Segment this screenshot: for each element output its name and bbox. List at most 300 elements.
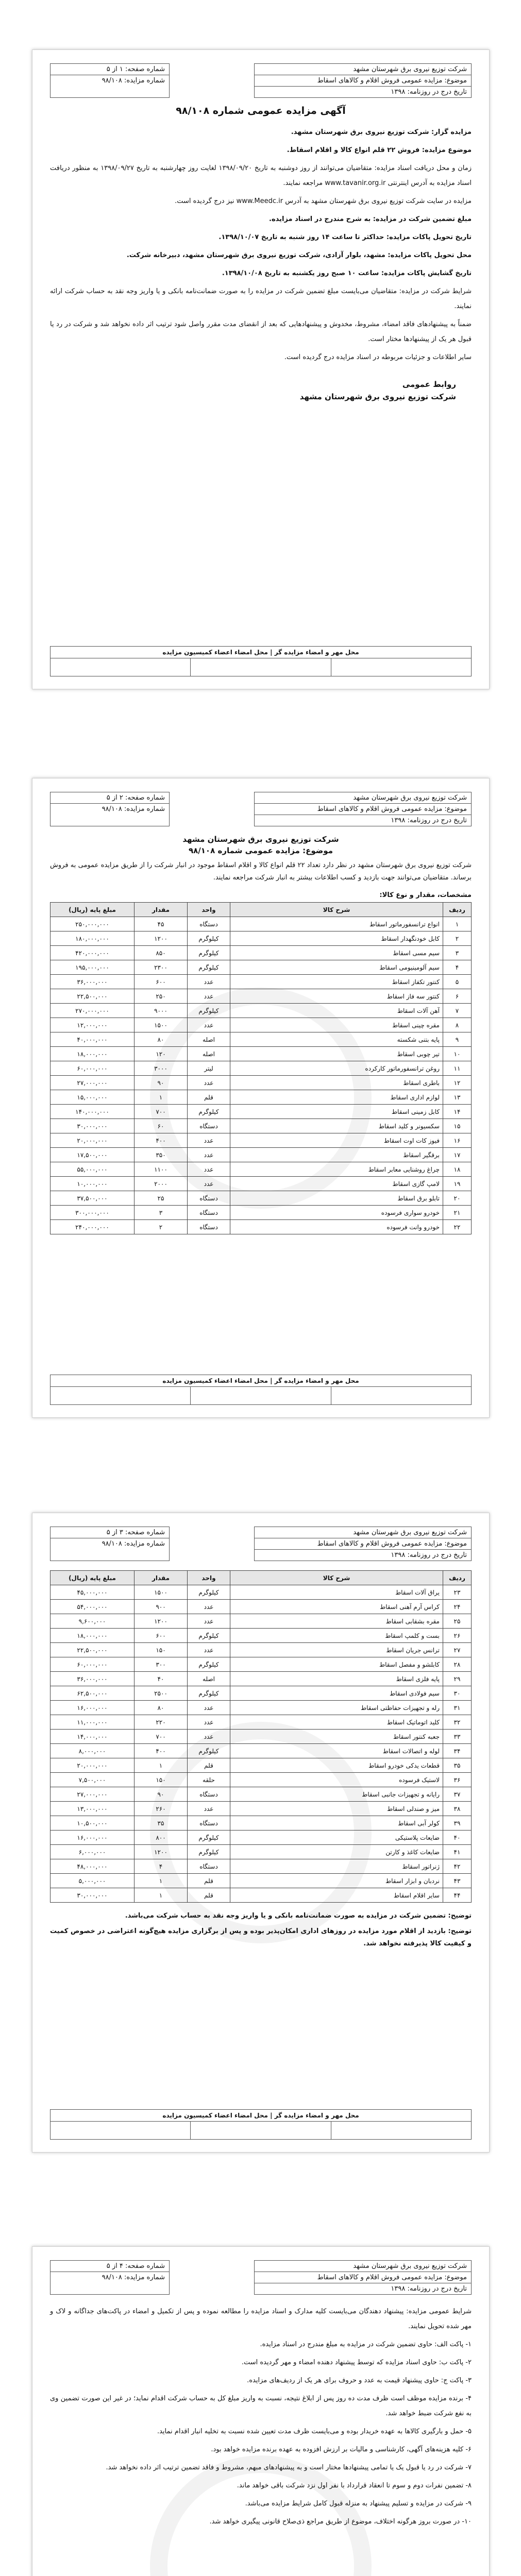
footer-label: محل مهر و امضاء مزایده گر | محل امضاء اعضاء کمیسیون مزایده	[51, 1375, 471, 1387]
header-page-number: شماره صفحه: ۳ از ۵	[51, 1527, 169, 1538]
cell-desc: روغن ترانسفورماتور کارکرده	[230, 1061, 443, 1076]
paragraph: ۲- پاکت ب: حاوی اسناد مزایده که توسط پیشنهاد دهنده امضاء و مهر گردیده است.	[241, 2359, 472, 2366]
header-number-box	[50, 792, 170, 826]
cell-desc: فیوز کات اوت اسقاط	[230, 1133, 443, 1148]
cell-price: ۱۸۰,۰۰۰,۰۰۰	[51, 931, 135, 946]
cell-unit: حلقه	[188, 1773, 230, 1787]
cell-price: ۴۰,۰۰۰,۰۰۰	[51, 1032, 135, 1047]
cell-unit: عدد	[188, 1177, 230, 1191]
cell-price: ۲۰,۰۰۰,۰۰۰	[51, 1133, 135, 1148]
footer-label: محل مهر و امضاء مزایده گر | محل امضاء اعضاء کمیسیون مزایده	[51, 647, 471, 658]
cell-qty: ۱۵۰۰	[135, 1585, 188, 1600]
cell-qty: ۸۰	[135, 1032, 188, 1047]
header-company: شرکت توزیع نیروی برق شهرستان مشهد	[255, 1527, 471, 1538]
cell-unit: اصله	[188, 1032, 230, 1047]
cell-desc: بست و کلمپ اسقاط	[230, 1629, 443, 1643]
cell-qty: ۱۲۰	[135, 1047, 188, 1061]
cell-price: ۴۲۰,۰۰۰,۰۰۰	[51, 946, 135, 960]
cell-qty: ۷۰۰	[135, 1730, 188, 1744]
cell-desc: میز و صندلی اسقاط	[230, 1802, 443, 1816]
cell-desc: کابل زمینی اسقاط	[230, 1105, 443, 1119]
table-row	[51, 1629, 472, 1643]
paragraph: ۸- تضمین نفرات دوم و سوم تا انعقاد قرارداد با نفر اول نزد شرکت باقی خواهد ماند.	[237, 2482, 472, 2489]
cell-qty: ۱۲۰۰	[135, 1845, 188, 1859]
paragraph: ۳- پاکت ج: حاوی پیشنهاد قیمت به عدد و حروف برای هر یک از ردیف‌های مزایده.	[247, 2377, 472, 2384]
cell-qty: ۶۰۰	[135, 1629, 188, 1643]
cell-unit: دستگاه	[188, 1206, 230, 1220]
cell-price: ۳۰,۰۰۰,۰۰۰	[51, 1888, 135, 1903]
signature-footer	[50, 646, 472, 676]
cell-unit: لیتر	[188, 1061, 230, 1076]
cell-desc: برقگیر اسقاط	[230, 1148, 443, 1162]
cell-qty: ۶۰۰	[135, 975, 188, 989]
cell-num: ۱۳	[443, 1090, 472, 1105]
cell-unit: عدد	[188, 1018, 230, 1032]
cell-num: ۳۲	[443, 1715, 472, 1730]
cell-price: ۳۶,۰۰۰,۰۰۰	[51, 975, 135, 989]
cell-price: ۳۶,۰۰۰,۰۰۰	[51, 1672, 135, 1686]
table-row	[51, 1730, 472, 1744]
header-subject-box	[254, 63, 472, 98]
cell-qty: ۳	[135, 1206, 188, 1220]
table-row	[51, 1744, 472, 1758]
cell-desc: لوله و اتصالات اسقاط	[230, 1744, 443, 1758]
paragraph: مزایده گزار: شرکت توزیع نیروی برق شهرستان مشهد.	[291, 128, 472, 136]
cell-num: ۴۴	[443, 1888, 472, 1903]
cell-num: ۲۹	[443, 1672, 472, 1686]
paragraph: مبلغ تضمین شرکت در مزایده: به شرح مندرج در اسناد مزایده.	[269, 215, 472, 223]
cell-num: ۸	[443, 1018, 472, 1032]
footer-label: محل مهر و امضاء مزایده گر | محل امضاء اعضاء کمیسیون مزایده	[51, 2110, 471, 2122]
cell-unit: عدد	[188, 1802, 230, 1816]
cell-desc: تیر چوبی اسقاط	[230, 1047, 443, 1061]
cell-unit: عدد	[188, 1701, 230, 1715]
cell-price: ۱۱,۰۰۰,۰۰۰	[51, 1715, 135, 1730]
cell-qty: ۴۵	[135, 917, 188, 931]
table-row	[51, 1600, 472, 1614]
cell-desc: رله و تجهیزات حفاظتی اسقاط	[230, 1701, 443, 1715]
cell-unit: کیلوگرم	[188, 1105, 230, 1119]
cell-price: ۱۶,۰۰۰,۰۰۰	[51, 1701, 135, 1715]
cell-unit: کیلوگرم	[188, 1004, 230, 1018]
cell-qty: ۴	[135, 1859, 188, 1874]
cell-price: ۱۸,۰۰۰,۰۰۰	[51, 1047, 135, 1061]
table-row	[51, 931, 472, 946]
paragraph: موضوع مزایده: فروش ۲۲ قلم انواع کالا و اقلام اسقاط.	[287, 146, 472, 154]
table-row	[51, 1119, 472, 1133]
cell-price: ۳۷,۵۰۰,۰۰۰	[51, 1191, 135, 1206]
table-row	[51, 1874, 472, 1888]
cell-desc: خودرو وانت فرسوده	[230, 1220, 443, 1234]
paragraph: تاریخ تحویل پاکات مزایده: حداکثر تا ساعت ۱۴ روز شنبه به تاریخ ۱۳۹۸/۱۰/۰۷.	[219, 233, 472, 241]
table-row	[51, 1831, 472, 1845]
cell-desc: کراس آرم آهنی اسقاط	[230, 1600, 443, 1614]
cell-price: ۱۲,۰۰۰,۰۰۰	[51, 1018, 135, 1032]
cell-desc: ژنراتور اسقاط	[230, 1859, 443, 1874]
table-row	[51, 1686, 472, 1701]
cell-desc: کنتور سه فاز اسقاط	[230, 989, 443, 1004]
cell-qty: ۳۰۰	[135, 1657, 188, 1672]
cell-num: ۳۱	[443, 1701, 472, 1715]
cell-num: ۴۱	[443, 1845, 472, 1859]
items-table	[50, 1570, 472, 1903]
table-row	[51, 917, 472, 931]
cell-desc: سایر اقلام اسقاط	[230, 1888, 443, 1903]
cell-unit: قلم	[188, 1758, 230, 1773]
page-subtitle: موضوع: مزایده عمومی شماره ۹۸/۱۰۸	[188, 846, 333, 855]
cell-qty: ۲۶۰	[135, 1802, 188, 1816]
paragraph: تاریخ گشایش پاکات مزایده: ساعت ۱۰ صبح روز یکشنبه به تاریخ ۱۳۹۸/۱۰/۰۸.	[222, 269, 472, 277]
cell-unit: دستگاه	[188, 1220, 230, 1234]
col-header-unit: واحد	[188, 1571, 230, 1585]
table-row	[51, 1643, 472, 1657]
paragraph: ضمناً به پیشنهادهای فاقد امضاء، مشروط، مخدوش و پیشنهادهایی که بعد از انقضای مدت مقرر واصل شود ترتیب اثر داده نخواهد شد و شرکت در رد یا قبول هر یک از پیشنهادها مختار است.	[50, 320, 472, 343]
table-row	[51, 1032, 472, 1047]
paragraph: سایر اطلاعات و جزئیات مربوطه در اسناد مزایده درج گردیده است.	[284, 353, 472, 361]
cell-price: ۱۵,۰۰۰,۰۰۰	[51, 1090, 135, 1105]
header-date: تاریخ درج در روزنامه: ۱۳۹۸	[391, 2285, 467, 2293]
header-date: تاریخ درج در روزنامه: ۱۳۹۸	[391, 1551, 467, 1559]
cell-num: ۴۳	[443, 1874, 472, 1888]
cell-unit: قلم	[188, 1888, 230, 1903]
cell-price: ۱۷,۵۰۰,۰۰۰	[51, 1148, 135, 1162]
header-page-number: شماره صفحه: ۲ از ۵	[51, 792, 169, 804]
cell-desc: سیم فولادی اسقاط	[230, 1686, 443, 1701]
paragraph: ۷- شرکت در رد یا قبول یک یا تمامی پیشنهادها مختار است و به پیشنهادهای مبهم، مشروط و فاقد تضمین ترتیب اثر داده نخواهد شد.	[106, 2464, 472, 2471]
cell-unit: کیلوگرم	[188, 1744, 230, 1758]
cell-num: ۴	[443, 960, 472, 975]
cell-qty: ۲۵	[135, 1191, 188, 1206]
footer-cells	[51, 658, 471, 676]
table-row	[51, 1657, 472, 1672]
table-row	[51, 1859, 472, 1874]
header-number-box	[50, 63, 170, 98]
cell-desc: باطری اسقاط	[230, 1076, 443, 1090]
cell-unit: عدد	[188, 1715, 230, 1730]
cell-num: ۲۵	[443, 1614, 472, 1629]
cell-num: ۵	[443, 975, 472, 989]
cell-desc: یراق آلات اسقاط	[230, 1585, 443, 1600]
signature-footer	[50, 1375, 472, 1405]
table-row	[51, 1148, 472, 1162]
cell-desc: مقره چینی اسقاط	[230, 1018, 443, 1032]
cell-qty: ۴۰۰	[135, 1744, 188, 1758]
cell-unit: دستگاه	[188, 1119, 230, 1133]
page-header	[50, 2260, 472, 2295]
col-header-desc: شرح کالا	[230, 903, 443, 917]
cell-desc: کولر آبی اسقاط	[230, 1816, 443, 1831]
signature-footer	[50, 2109, 472, 2140]
cell-qty: ۲۵۰	[135, 989, 188, 1004]
cell-unit: عدد	[188, 1162, 230, 1177]
cell-num: ۳۹	[443, 1816, 472, 1831]
cell-num: ۳	[443, 946, 472, 960]
cell-unit: عدد	[188, 1730, 230, 1744]
cell-desc: نردبان و ابزار اسقاط	[230, 1874, 443, 1888]
cell-unit: عدد	[188, 1133, 230, 1148]
table-row	[51, 1585, 472, 1600]
cell-unit: کیلوگرم	[188, 1585, 230, 1600]
cell-unit: دستگاه	[188, 917, 230, 931]
table-row	[51, 1773, 472, 1787]
cell-qty: ۶۰	[135, 1119, 188, 1133]
paragraph: ۶- کلیه هزینه‌های آگهی، کارشناسی و مالیات بر ارزش افزوده به عهده برنده مزایده خواهد بود.	[211, 2446, 472, 2453]
cell-qty: ۴۰۰	[135, 1133, 188, 1148]
cell-price: ۵۴,۰۰۰,۰۰۰	[51, 1600, 135, 1614]
cell-unit: عدد	[188, 1643, 230, 1657]
cell-desc: سکسیونر و کلید اسقاط	[230, 1119, 443, 1133]
col-header-desc: شرح کالا	[230, 1571, 443, 1585]
col-header-unit: واحد	[188, 903, 230, 917]
items-table	[50, 902, 472, 1234]
cell-desc: ضایعات کاغذ و کارتن	[230, 1845, 443, 1859]
footer-cells	[51, 2122, 471, 2139]
cell-price: ۴۸,۰۰۰,۰۰۰	[51, 1859, 135, 1874]
cell-desc: ضایعات پلاستیکی	[230, 1831, 443, 1845]
cell-desc: رایانه و تجهیزات جانبی اسقاط	[230, 1787, 443, 1802]
cell-unit: عدد	[188, 975, 230, 989]
cell-num: ۲	[443, 931, 472, 946]
cell-unit: کیلوگرم	[188, 1629, 230, 1643]
table-row	[51, 1845, 472, 1859]
items-table-body	[51, 1585, 472, 1903]
cell-desc: انواع ترانسفورماتور اسقاط	[230, 917, 443, 931]
cell-price: ۶,۰۰۰,۰۰۰	[51, 1845, 135, 1859]
cell-price: ۲۲,۵۰۰,۰۰۰	[51, 1643, 135, 1657]
cell-qty: ۸۰۰	[135, 1831, 188, 1845]
cell-qty: ۲۰۰۰	[135, 1177, 188, 1191]
intro-paragraph: شرکت توزیع نیروی برق شهرستان مشهد در نظر دارد تعداد ۲۲ قلم انواع کالا و اقلام اسقاط موجود در انبار شرکت را از طریق مزایده عمومی به فروش برساند. متقاضیان می‌توانند جهت بازدید و کسب اطلاعات بیشتر به انبار شرکت مراجعه نمایند.	[50, 861, 472, 882]
cell-num: ۱۱	[443, 1061, 472, 1076]
table-row	[51, 1206, 472, 1220]
items-table-body	[51, 917, 472, 1234]
header-company: شرکت توزیع نیروی برق شهرستان مشهد	[255, 64, 471, 75]
cell-price: ۶۰,۰۰۰,۰۰۰	[51, 1061, 135, 1076]
cell-qty: ۱۲۰۰	[135, 931, 188, 946]
cell-qty: ۱	[135, 1758, 188, 1773]
header-date: تاریخ درج در روزنامه: ۱۳۹۸	[391, 817, 467, 824]
cell-desc: ترانس جریان اسقاط	[230, 1643, 443, 1657]
table-row	[51, 1047, 472, 1061]
paragraph: ۱- پاکت الف: حاوی تضمین شرکت در مزایده به مبلغ مندرج در اسناد مزایده.	[260, 2341, 472, 2348]
paragraph: ۵- حمل و بارگیری کالاها به عهده خریدار بوده و می‌بایست ظرف مدت تعیین شده نسبت به تخلیه انبار اقدام نماید.	[157, 2428, 472, 2435]
cell-unit: دستگاه	[188, 1191, 230, 1206]
signature-line: شرکت توزیع نیروی برق شهرستان مشهد	[299, 392, 456, 401]
table-row	[51, 1758, 472, 1773]
cell-qty: ۱۵۰۰	[135, 1018, 188, 1032]
table-row	[51, 1162, 472, 1177]
cell-unit: دستگاه	[188, 1859, 230, 1874]
header-subject: موضوع: مزایده عمومی فروش اقلام و کالاهای اسقاط	[255, 75, 471, 87]
cell-desc: جعبه کنتور اسقاط	[230, 1730, 443, 1744]
cell-num: ۳۷	[443, 1787, 472, 1802]
cell-unit: کیلوگرم	[188, 960, 230, 975]
cell-qty: ۳۵	[135, 1816, 188, 1831]
cell-desc: مقره بشقابی اسقاط	[230, 1614, 443, 1629]
signature-block	[50, 378, 472, 403]
cell-price: ۲۰,۰۰۰,۰۰۰	[51, 1758, 135, 1773]
cell-unit: قلم	[188, 1874, 230, 1888]
header-company: شرکت توزیع نیروی برق شهرستان مشهد	[255, 792, 471, 804]
cell-num: ۲۱	[443, 1206, 472, 1220]
header-subject-box	[254, 1527, 472, 1561]
table-row	[51, 1018, 472, 1032]
cell-num: ۱	[443, 917, 472, 931]
table-row	[51, 1787, 472, 1802]
cell-desc: پایه بتنی شکسته	[230, 1032, 443, 1047]
cell-price: ۱۸,۰۰۰,۰۰۰	[51, 1629, 135, 1643]
cell-num: ۳۵	[443, 1758, 472, 1773]
cell-price: ۱۹۵,۰۰۰,۰۰۰	[51, 960, 135, 975]
table-row	[51, 989, 472, 1004]
cell-num: ۲۳	[443, 1585, 472, 1600]
cell-qty: ۲۳۰۰	[135, 960, 188, 975]
paragraph: مزایده در سایت شرکت توزیع نیروی برق شهرستان مشهد به آدرس www.Meedc.ir نیز درج گردیده است.	[175, 197, 472, 205]
page-header	[50, 792, 472, 826]
table-row	[51, 1715, 472, 1730]
document-page-2	[32, 778, 490, 1418]
header-number-box	[50, 2260, 170, 2295]
col-header-price: مبلغ پایه (ریال)	[51, 1571, 135, 1585]
cell-num: ۱۶	[443, 1133, 472, 1148]
cell-price: ۵,۰۰۰,۰۰۰	[51, 1874, 135, 1888]
cell-qty: ۸۵۰	[135, 946, 188, 960]
cell-desc: کابلشو و مفصل اسقاط	[230, 1657, 443, 1672]
header-subject: موضوع: مزایده عمومی فروش اقلام و کالاهای اسقاط	[255, 1538, 471, 1550]
cell-num: ۴۰	[443, 1831, 472, 1845]
cell-price: ۲۷۰,۰۰۰,۰۰۰	[51, 1004, 135, 1018]
cell-num: ۶	[443, 989, 472, 1004]
table-row	[51, 1614, 472, 1629]
cell-qty: ۹۰۰۰	[135, 1004, 188, 1018]
page-header	[50, 1527, 472, 1561]
cell-qty: ۱۵۰	[135, 1773, 188, 1787]
cell-desc: لوازم اداری اسقاط	[230, 1090, 443, 1105]
header-company: شرکت توزیع نیروی برق شهرستان مشهد	[255, 2261, 471, 2272]
cell-num: ۲۲	[443, 1220, 472, 1234]
cell-qty: ۸۰	[135, 1701, 188, 1715]
cell-unit: قلم	[188, 1090, 230, 1105]
cell-num: ۲۷	[443, 1643, 472, 1657]
cell-num: ۱۲	[443, 1076, 472, 1090]
cell-price: ۴۵,۰۰۰,۰۰۰	[51, 1585, 135, 1600]
cell-qty: ۱	[135, 1874, 188, 1888]
cell-num: ۲۸	[443, 1657, 472, 1672]
cell-price: ۱۳,۰۰۰,۰۰۰	[51, 1802, 135, 1816]
table-row	[51, 1133, 472, 1148]
cell-num: ۲۶	[443, 1629, 472, 1643]
cell-unit: کیلوگرم	[188, 1657, 230, 1672]
cell-desc: پایه فلزی اسقاط	[230, 1672, 443, 1686]
table-row	[51, 1090, 472, 1105]
col-header-num: ردیف	[443, 903, 472, 917]
paragraph: ۱۰- در صورت بروز هرگونه اختلاف، موضوع از طریق مراجع ذی‌صلاح قانونی پیگیری خواهد شد.	[209, 2518, 472, 2526]
cell-num: ۳۶	[443, 1773, 472, 1787]
header-doc-number: شماره مزایده: ۹۸/۱۰۸	[102, 1540, 165, 1548]
cell-unit: عدد	[188, 1614, 230, 1629]
table-row	[51, 946, 472, 960]
document-page-3	[32, 1513, 490, 2153]
cell-price: ۱۰,۵۰۰,۰۰۰	[51, 1816, 135, 1831]
cell-desc: لاستیک فرسوده	[230, 1773, 443, 1787]
cell-qty: ۳۵۰	[135, 1148, 188, 1162]
cell-qty: ۹۰۰	[135, 1600, 188, 1614]
table-row	[51, 1802, 472, 1816]
paragraph: شرایط شرکت در مزایده: متقاضیان می‌بایست مبلغ تضمین شرکت در مزایده را به صورت ضمانت‌نامه بانکی و یا واریز وجه نقد به حساب شرکت ارائه نمایند.	[50, 287, 472, 310]
footer-cells	[51, 1387, 471, 1404]
col-header-num: ردیف	[443, 1571, 472, 1585]
document-page-1	[32, 49, 490, 689]
cell-qty: ۱۱۰۰	[135, 1162, 188, 1177]
cell-unit: عدد	[188, 1148, 230, 1162]
paragraph: زمان و محل دریافت اسناد مزایده: متقاضیان می‌توانند از روز دوشنبه به تاریخ ۱۳۹۸/۰۹/۲۰ لغایت روز چهارشنبه به تاریخ ۱۳۹۸/۰۹/۲۷ به منظور دریافت اسناد مزایده به آدرس اینترنتی www.tavanir.org.ir مراجعه نمایند.	[50, 164, 472, 187]
header-subject: موضوع: مزایده عمومی فروش اقلام و کالاهای اسقاط	[255, 804, 471, 815]
note-paragraph: توضیح: تضمین شرکت در مزایده به صورت ضمانت‌نامه بانکی و یا واریز وجه نقد به حساب شرکت می‌باشد.	[125, 1912, 472, 1920]
cell-desc: چراغ روشنایی معابر اسقاط	[230, 1162, 443, 1177]
cell-price: ۲۴۰,۰۰۰,۰۰۰	[51, 1220, 135, 1234]
table-row	[51, 1888, 472, 1903]
cell-price: ۲۲,۵۰۰,۰۰۰	[51, 989, 135, 1004]
cell-qty: ۱۲۰۰	[135, 1614, 188, 1629]
paragraph: ۹- شرکت در مزایده و تسلیم پیشنهاد به منزله قبول کامل شرایط مزایده می‌باشد.	[245, 2500, 472, 2507]
cell-num: ۳۳	[443, 1730, 472, 1744]
page-title: آگهی مزایده عمومی شماره ۹۸/۱۰۸	[176, 105, 346, 116]
cell-qty: ۷۰۰	[135, 1105, 188, 1119]
cell-num: ۷	[443, 1004, 472, 1018]
cell-qty: ۹۰	[135, 1787, 188, 1802]
cell-price: ۲۷,۰۰۰,۰۰۰	[51, 1787, 135, 1802]
col-header-price: مبلغ پایه (ریال)	[51, 903, 135, 917]
table-row	[51, 1816, 472, 1831]
cell-desc: کابل خودنگهدار اسقاط	[230, 931, 443, 946]
cell-unit: عدد	[188, 989, 230, 1004]
col-header-qty: مقدار	[135, 1571, 188, 1585]
cell-qty: ۹۰	[135, 1076, 188, 1090]
cell-price: ۸,۰۰۰,۰۰۰	[51, 1744, 135, 1758]
table-row	[51, 1701, 472, 1715]
cell-qty: ۱	[135, 1090, 188, 1105]
table-row	[51, 975, 472, 989]
cell-num: ۱۴	[443, 1105, 472, 1119]
cell-qty: ۲۲۰	[135, 1715, 188, 1730]
note-paragraph: توضیح: بازدید از اقلام مورد مزایده در روزهای اداری امکان‌پذیر بوده و پس از برگزاری مزایده هیچ‌گونه اعتراضی در خصوص کمیت و کیفیت کالا پذیرفته نخواهد شد.	[50, 1927, 472, 1947]
cell-desc: تابلو برق اسقاط	[230, 1191, 443, 1206]
header-doc-number: شماره مزایده: ۹۸/۱۰۸	[102, 77, 165, 84]
header-subject-box	[254, 2260, 472, 2295]
cell-price: ۲۷,۰۰۰,۰۰۰	[51, 1076, 135, 1090]
cell-desc: کلید اتوماتیک اسقاط	[230, 1715, 443, 1730]
cell-unit: عدد	[188, 1076, 230, 1090]
header-doc-number: شماره مزایده: ۹۸/۱۰۸	[102, 2274, 165, 2281]
page-subtitle: شرکت توزیع نیروی برق شهرستان مشهد	[182, 835, 339, 844]
cell-price: ۶۰,۰۰۰,۰۰۰	[51, 1657, 135, 1672]
cell-price: ۹,۶۰۰,۰۰۰	[51, 1614, 135, 1629]
cell-num: ۱۰	[443, 1047, 472, 1061]
table-row	[51, 1672, 472, 1686]
cell-price: ۱۴,۰۰۰,۰۰۰	[51, 1730, 135, 1744]
header-page-number: شماره صفحه: ۴ از ۵	[51, 2261, 169, 2272]
table-row	[51, 1004, 472, 1018]
cell-qty: ۱۵۰	[135, 1643, 188, 1657]
cell-num: ۱۹	[443, 1177, 472, 1191]
cell-num: ۴۲	[443, 1859, 472, 1874]
cell-price: ۷,۵۰۰,۰۰۰	[51, 1773, 135, 1787]
cell-num: ۱۸	[443, 1162, 472, 1177]
cell-unit: دستگاه	[188, 1787, 230, 1802]
list-title: مشخصات، مقدار و نوع کالا:	[379, 891, 472, 899]
header-doc-number: شماره مزایده: ۹۸/۱۰۸	[102, 805, 165, 813]
table-row	[51, 1061, 472, 1076]
